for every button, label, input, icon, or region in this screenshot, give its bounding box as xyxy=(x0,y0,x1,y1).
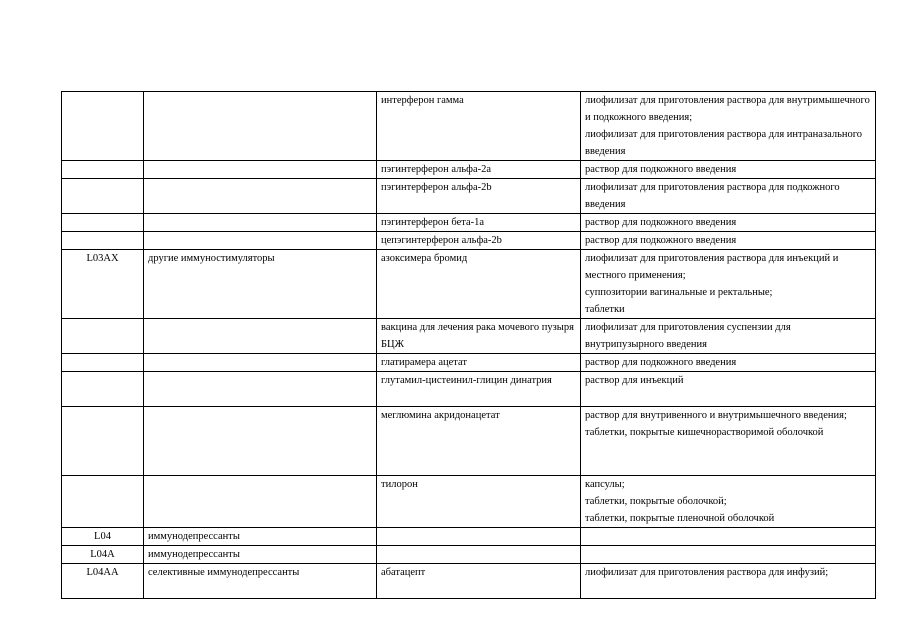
table-row xyxy=(62,546,876,564)
dosage-form-cell: лиофилизат для приготовления суспензии для внутрипузырного введения xyxy=(581,319,876,354)
dosage-form-cell: раствор для инъекций xyxy=(581,372,876,407)
drug-name-cell: глатирамера ацетат xyxy=(377,354,581,372)
atc-code-cell xyxy=(62,214,144,232)
group-name-cell xyxy=(144,92,377,161)
group-name-cell xyxy=(144,476,377,528)
table-row xyxy=(62,372,876,407)
drug-name-cell: азоксимера бромид xyxy=(377,250,581,319)
dosage-form-cell xyxy=(581,546,876,564)
table-row xyxy=(62,161,876,179)
table-row xyxy=(62,214,876,232)
group-name-cell xyxy=(144,232,377,250)
group-name-cell: иммунодепрессанты xyxy=(144,528,377,546)
dosage-form-cell: раствор для подкожного введения xyxy=(581,354,876,372)
atc-code-cell: L04 xyxy=(62,528,144,546)
drug-name-cell: тилорон xyxy=(377,476,581,528)
dosage-form-cell: лиофилизат для приготовления раствора для подкожного введения xyxy=(581,179,876,214)
table-row xyxy=(62,354,876,372)
drug-name-cell: интерферон гамма xyxy=(377,92,581,161)
drug-name-cell: меглюмина акридонацетат xyxy=(377,407,581,476)
dosage-form-cell: раствор для подкожного введения xyxy=(581,232,876,250)
table-row xyxy=(62,528,876,546)
drug-name-cell: вакцина для лечения рака мочевого пузыря БЦЖ xyxy=(377,319,581,354)
drug-name-cell xyxy=(377,528,581,546)
table-row xyxy=(62,407,876,476)
group-name-cell xyxy=(144,214,377,232)
atc-code-cell xyxy=(62,372,144,407)
dosage-form-cell: капсулы; таблетки, покрытые оболочкой; таблетки, покрытые пленочной оболочкой xyxy=(581,476,876,528)
group-name-cell xyxy=(144,372,377,407)
table-row xyxy=(62,92,876,161)
group-name-cell xyxy=(144,354,377,372)
group-name-cell: селективные иммунодепрессанты xyxy=(144,564,377,599)
atc-code-cell xyxy=(62,319,144,354)
atc-code-cell xyxy=(62,161,144,179)
dosage-form-cell: раствор для подкожного введения xyxy=(581,161,876,179)
drug-name-cell: пэгинтерферон альфа-2b xyxy=(377,179,581,214)
drug-classification-table xyxy=(61,91,876,599)
table-row xyxy=(62,319,876,354)
drug-name-cell: глутамил-цистеинил-глицин динатрия xyxy=(377,372,581,407)
table-row xyxy=(62,564,876,599)
dosage-form-cell: раствор для подкожного введения xyxy=(581,214,876,232)
group-name-cell xyxy=(144,407,377,476)
group-name-cell: другие иммуностимуляторы xyxy=(144,250,377,319)
table-row xyxy=(62,232,876,250)
table-row xyxy=(62,250,876,319)
dosage-form-cell: лиофилизат для приготовления раствора для внутримышечного и подкожного введения; лиофилизат для приготовления раствора для интраназального введения xyxy=(581,92,876,161)
atc-code-cell xyxy=(62,476,144,528)
dosage-form-cell xyxy=(581,528,876,546)
drug-name-cell xyxy=(377,546,581,564)
atc-code-cell: L04AA xyxy=(62,564,144,599)
drug-name-cell: абатацепт xyxy=(377,564,581,599)
group-name-cell xyxy=(144,161,377,179)
atc-code-cell xyxy=(62,92,144,161)
group-name-cell xyxy=(144,319,377,354)
atc-code-cell: L03AX xyxy=(62,250,144,319)
atc-code-cell xyxy=(62,354,144,372)
table-row xyxy=(62,179,876,214)
atc-code-cell xyxy=(62,232,144,250)
drug-name-cell: цепэгинтерферон альфа-2b xyxy=(377,232,581,250)
atc-code-cell xyxy=(62,407,144,476)
dosage-form-cell: лиофилизат для приготовления раствора для инъекций и местного применения; суппозитории вагинальные и ректальные; таблетки xyxy=(581,250,876,319)
drug-name-cell: пэгинтерферон альфа-2a xyxy=(377,161,581,179)
atc-code-cell: L04A xyxy=(62,546,144,564)
group-name-cell: иммунодепрессанты xyxy=(144,546,377,564)
atc-code-cell xyxy=(62,179,144,214)
dosage-form-cell: лиофилизат для приготовления раствора для инфузий; xyxy=(581,564,876,599)
drug-name-cell: пэгинтерферон бета-1a xyxy=(377,214,581,232)
dosage-form-cell: раствор для внутривенного и внутримышечного введения; таблетки, покрытые кишечнорастворимой оболочкой xyxy=(581,407,876,476)
group-name-cell xyxy=(144,179,377,214)
table-row xyxy=(62,476,876,528)
